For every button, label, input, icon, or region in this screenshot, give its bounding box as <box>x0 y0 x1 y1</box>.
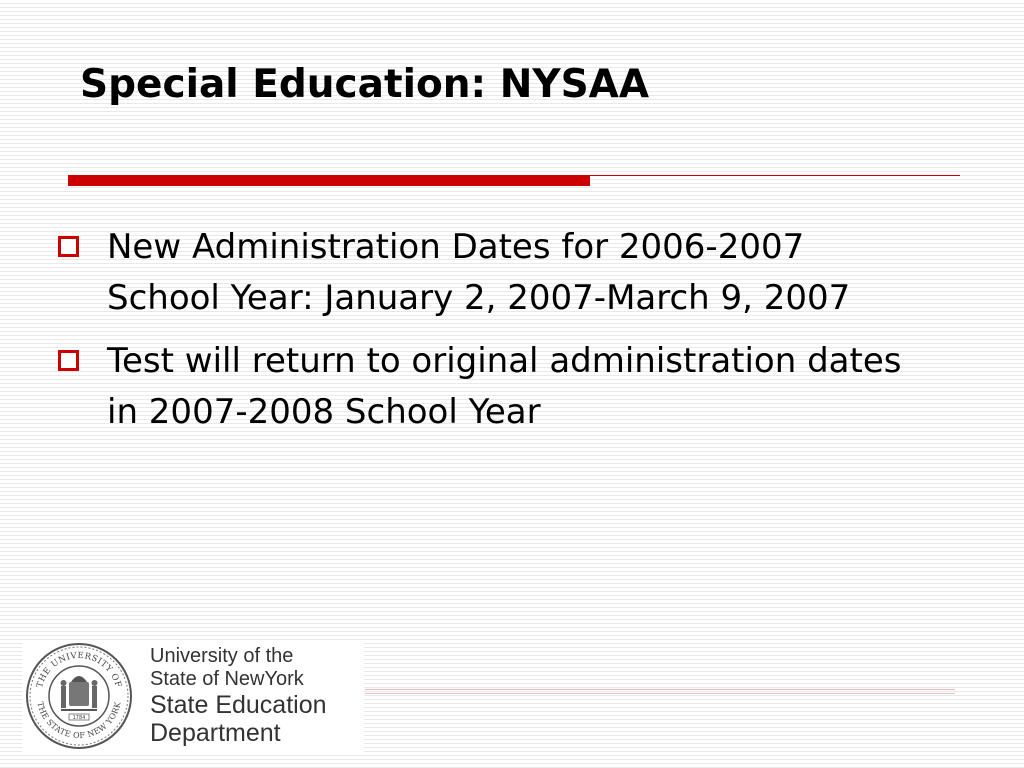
bullet-text: New Administration Dates for 2006-2007 School Year: January 2, 2007-March 9, 2007 <box>107 227 851 318</box>
svg-text:1784: 1784 <box>72 715 86 721</box>
hollow-square-bullet-icon <box>58 236 79 257</box>
svg-text:THE UNIVERSITY OF: THE UNIVERSITY OF <box>34 650 124 689</box>
title-underline-thick <box>68 175 590 186</box>
footer-divider <box>365 693 955 694</box>
nysed-logo <box>22 641 364 753</box>
logo-line: State Education <box>150 691 327 719</box>
footer-divider <box>365 689 955 690</box>
bullet-list <box>58 222 918 450</box>
slide-title: Special Education: NYSAA <box>80 62 650 107</box>
logo-line: University of the <box>150 645 294 667</box>
bullet-item <box>58 336 918 438</box>
svg-text:THE STATE OF NEW YORK: THE STATE OF NEW YORK <box>35 700 123 741</box>
bullet-item <box>58 222 918 324</box>
title-underline-thin <box>590 175 960 176</box>
new-york-state-seal-icon <box>25 642 133 750</box>
logo-line: State of NewYork <box>150 668 304 690</box>
logo-line: Department <box>150 719 281 747</box>
hollow-square-bullet-icon <box>58 350 79 371</box>
bullet-text: Test will return to original administration dates in 2007-2008 School Year <box>107 341 902 432</box>
logo-wordmark <box>150 645 327 747</box>
